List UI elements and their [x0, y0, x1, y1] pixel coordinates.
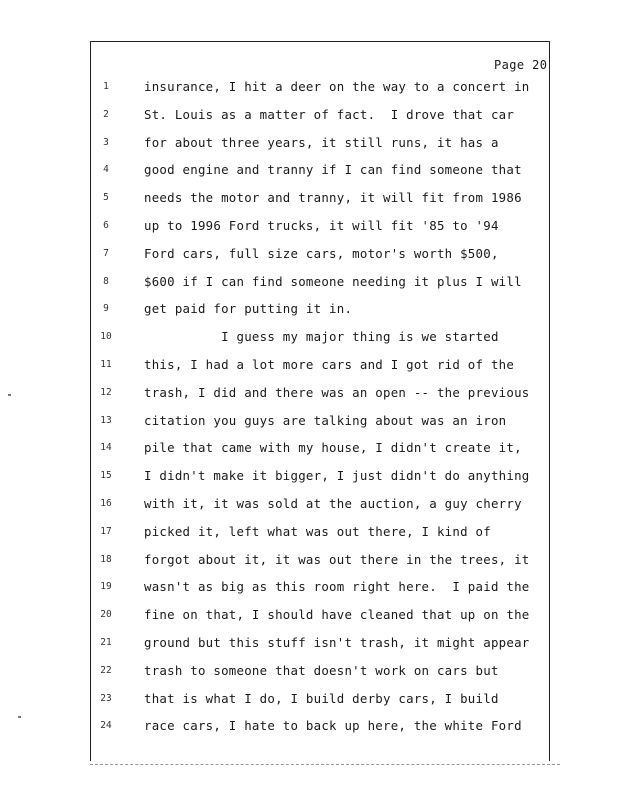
transcript-line: needs the motor and tranny, it will fit from 1986: [144, 190, 522, 206]
page-bottom-rule: [90, 764, 560, 765]
transcript-line: with it, it was sold at the auction, a guy cherry: [144, 496, 522, 511]
line-number: 1: [103, 81, 109, 92]
transcript-line: pile that came with my house, I didn't create it,: [144, 440, 522, 456]
line-number: 22: [100, 664, 112, 676]
transcript-line: trash to someone that doesn't work on cars but: [144, 662, 499, 678]
line-number: 7: [103, 247, 109, 259]
transcript-line: citation you guys are talking about was an iron: [144, 412, 507, 428]
transcript-line: wasn't as big as this room right here. I paid the: [144, 579, 530, 595]
line-number: 21: [100, 637, 112, 648]
transcript-line: up to 1996 Ford trucks, it will fit '85 to '94: [144, 218, 499, 233]
transcript-line: that is what I do, I build derby cars, I build: [144, 690, 499, 706]
transcript-line: this, I had a lot more cars and I got rid of the: [144, 357, 515, 372]
line-number: 6: [103, 220, 109, 231]
line-number: 3: [103, 136, 109, 148]
scan-speck: [18, 716, 21, 718]
transcript-line: ground but this stuff isn't trash, it might appear: [144, 635, 530, 650]
line-number: 12: [100, 386, 112, 398]
line-number: 24: [100, 720, 112, 732]
transcript-line: fine on that, I should have cleaned that up on the: [144, 607, 530, 623]
line-number: 14: [100, 442, 112, 454]
line-number: 2: [103, 108, 109, 120]
transcript-line: St. Louis as a matter of fact. I drove that car: [144, 106, 515, 122]
transcript-line: $600 if I can find someone needing it plus I will: [144, 273, 522, 289]
line-number: 9: [103, 303, 109, 315]
transcript-line: trash, I did and there was an open -- the previous: [144, 384, 530, 400]
line-number: 10: [100, 331, 112, 343]
transcript-line: for about three years, it still runs, it has a: [144, 134, 499, 150]
transcript-line: race cars, I hate to back up here, the white Ford: [144, 718, 522, 734]
transcript-line: I didn't make it bigger, I just didn't do anything: [144, 468, 530, 484]
line-number: 16: [100, 498, 112, 509]
transcript-line: forgot about it, it was out there in the trees, it: [144, 551, 530, 567]
line-number: 5: [103, 192, 109, 204]
line-number: 19: [100, 581, 112, 593]
transcript-line: insurance, I hit a deer on the way to a concert in: [144, 79, 530, 94]
page-number: Page 20: [494, 58, 548, 72]
line-number: 13: [100, 414, 112, 426]
transcript-line: I guess my major thing is we started: [144, 329, 499, 345]
line-number: 23: [100, 692, 112, 704]
line-number: 15: [100, 470, 112, 482]
transcript-line: get paid for putting it in.: [144, 301, 353, 317]
line-number: 20: [100, 609, 112, 621]
transcript-line: picked it, left what was out there, I kind of: [144, 523, 491, 539]
line-number: 17: [100, 525, 112, 537]
line-number: 18: [100, 553, 112, 565]
transcript-line: Ford cars, full size cars, motor's worth $500,: [144, 245, 499, 261]
line-number: 4: [103, 164, 109, 176]
scan-speck: [8, 394, 11, 396]
line-number: 11: [100, 359, 112, 370]
transcript-line: good engine and tranny if I can find someone that: [144, 162, 522, 178]
line-number: 8: [103, 275, 109, 287]
